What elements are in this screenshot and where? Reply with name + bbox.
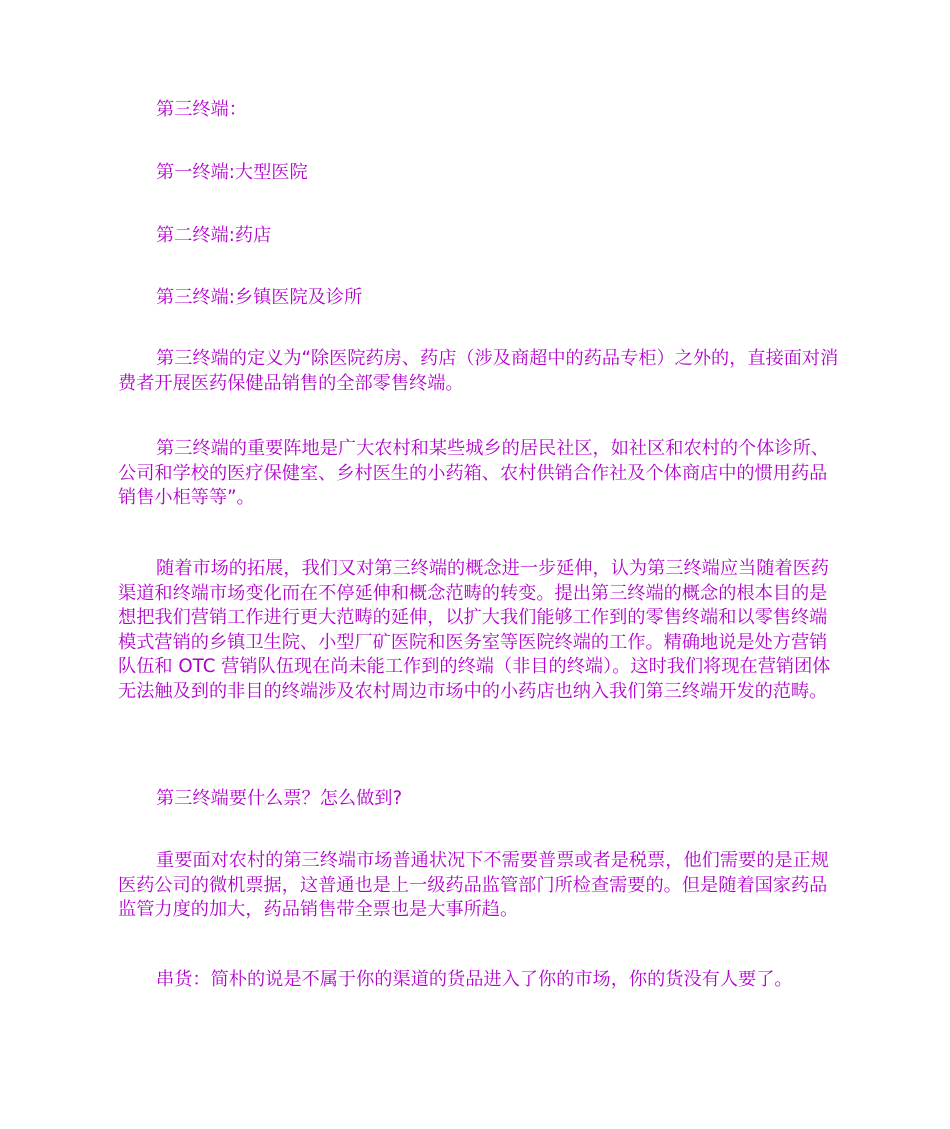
invoice-question: 第三终端要什么票？怎么做到? <box>156 788 403 809</box>
definition-paragraph: 第三终端的定义为“除医院药房、药店（涉及商超中的药品专柜）之外的，直接面对消费者开展医药保健品销售的全部零售终端。 <box>118 348 839 394</box>
first-terminal-line: 第一终端:大型医院 <box>156 162 308 183</box>
second-terminal-line: 第二终端:药店 <box>156 225 272 246</box>
cross-selling-paragraph: 串货：简朴的说是不属于你的渠道的货品进入了你的市场，你的货没有人要了。 <box>156 969 793 990</box>
third-terminal-line: 第三终端:乡镇医院及诊所 <box>156 287 363 308</box>
key-areas-paragraph: 第三终端的重要阵地是广大农村和某些城乡的居民社区，如社区和农村的个体诊所、公司和学校的医疗保健室、乡村医生的小药箱、农村供销合作社及个体商店中的惯用药品销售小柜等等”。 <box>118 438 829 509</box>
extension-paragraph: 随着市场的拓展，我们又对第三终端的概念进一步延伸，认为第三终端应当随着医药渠道和终端市场变化而在不停延伸和概念范畴的转变。提出第三终端的概念的根本目的是想把我们营销工作进行更大范畴的延伸，以扩大我们能够工作到的零售终端和以零售终端模式营销的乡镇卫生院、小型厂矿医院和医务室等医院终端的工作。精确地说是处方营销队伍和 OTC 营销队伍现在尚未能工作到的终端（非目的终端）。这时我们将现在营销团体无法触及到的非目的终端涉及农村周边市场中的小药店也纳入我们第三终端开发的范畴。 <box>118 558 831 702</box>
invoice-answer-paragraph: 重要面对农村的第三终端市场普通状况下不需要普票或者是税票，他们需要的是正规医药公司的微机票据，这普通也是上一级药品监管部门所检查需要的。但是随着国家药品监管力度的加大，药品销售带全票也是大事所趋。 <box>118 850 829 921</box>
heading-third-terminal: 第三终端： <box>156 99 247 120</box>
